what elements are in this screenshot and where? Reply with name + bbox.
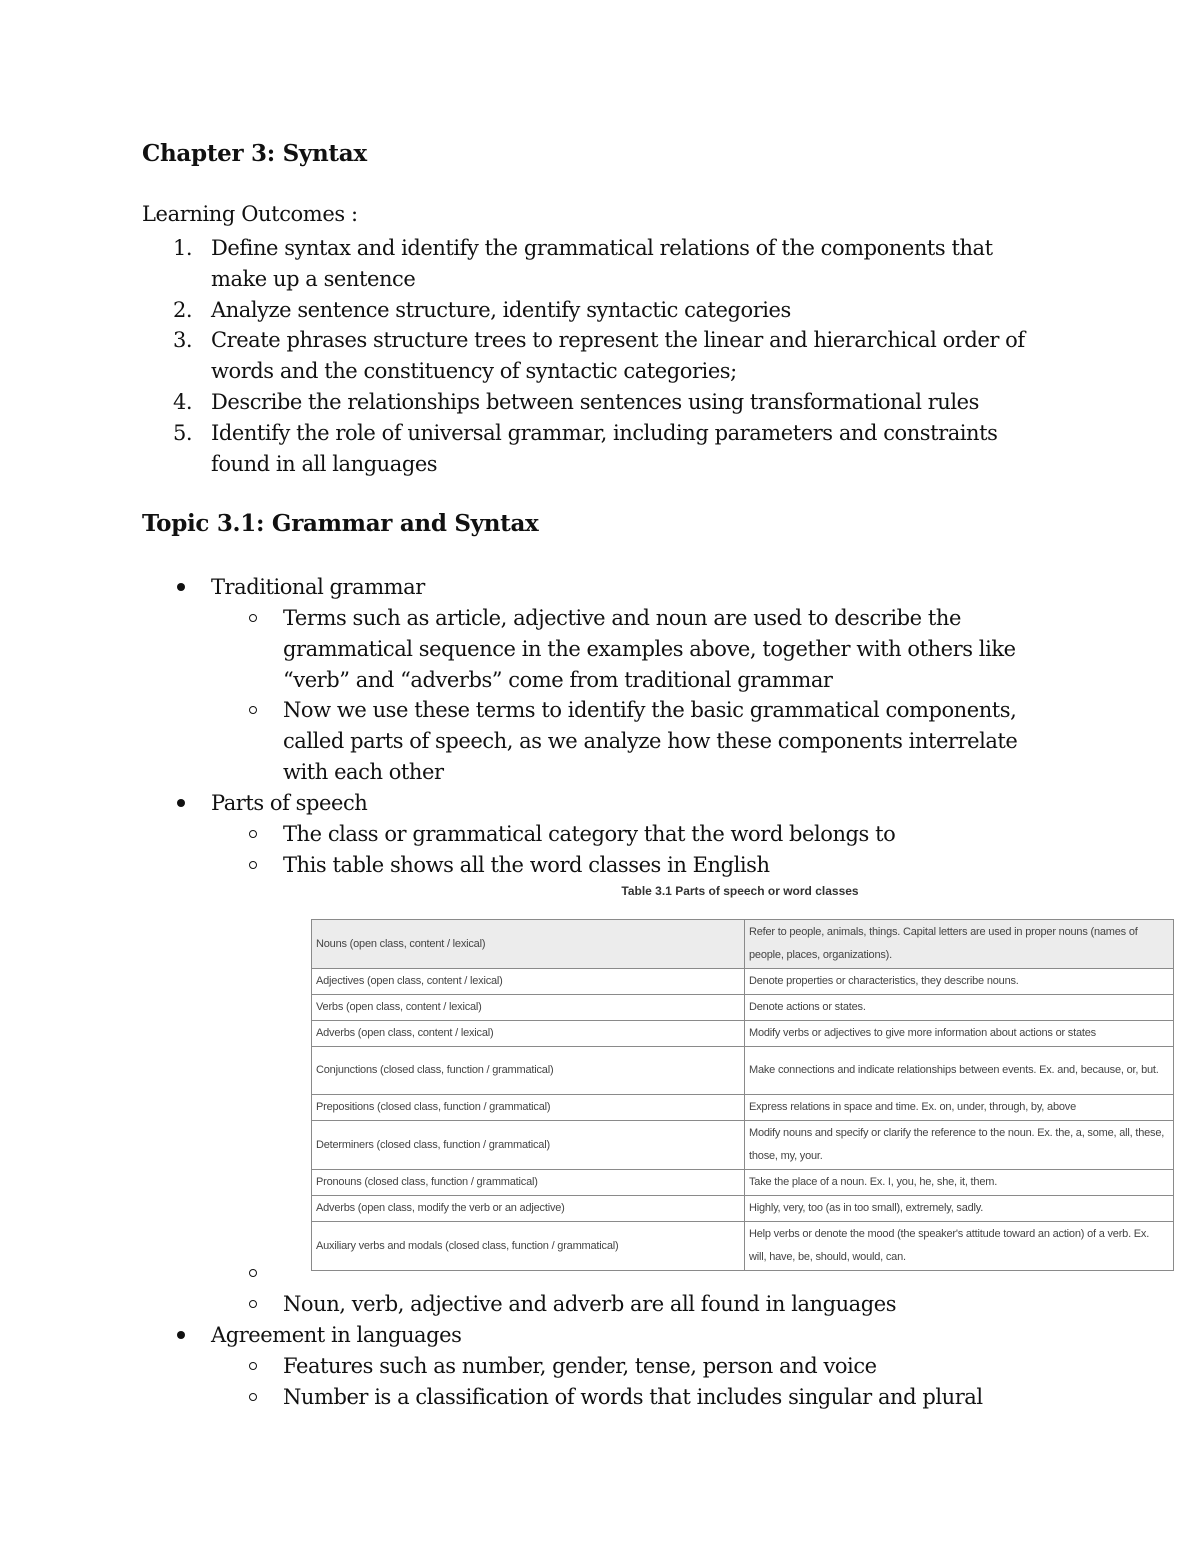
bullet-circle-icon: [249, 1393, 257, 1401]
item-number: 1.: [173, 236, 193, 260]
bullet-parts-of-speech: Parts of speech: [211, 791, 368, 815]
bullet-circle-icon: [249, 1269, 257, 1277]
learning-outcomes-title: Learning Outcomes :: [142, 202, 358, 226]
description-cell: Denote actions or states.: [745, 995, 1174, 1021]
bullet-circle-icon: [249, 706, 257, 714]
word-class-cell: Prepositions (closed class, function / grammatical): [312, 1095, 745, 1121]
table-row: [312, 1121, 1174, 1170]
bullet-circle-icon: [249, 861, 257, 869]
item-number: 5.: [173, 420, 193, 445]
word-classes-table: [311, 919, 1174, 1271]
bullet-agreement: Agreement in languages: [211, 1323, 462, 1347]
sub-bullet-universal-classes: Noun, verb, adjective and adverb are all found in languages: [283, 1292, 897, 1316]
topic-title: Topic 3.1: Grammar and Syntax: [142, 510, 539, 537]
bullet-dot-icon: [177, 799, 185, 807]
word-class-cell: Adverbs (open class, content / lexical): [312, 1021, 745, 1047]
learning-outcome-item: [142, 325, 1042, 387]
item-number: 4.: [173, 389, 193, 414]
item-text: Identify the role of universal grammar, including parameters and constraints found in all languages: [211, 420, 998, 476]
table-row: [312, 1095, 1174, 1121]
sub-bullet-features: Features such as number, gender, tense, person and voice: [283, 1354, 877, 1378]
table-row: [312, 969, 1174, 995]
bullet-circle-icon: [249, 830, 257, 838]
word-class-cell: Pronouns (closed class, function / grammatical): [312, 1170, 745, 1196]
bullet-dot-icon: [177, 583, 185, 591]
item-number: 3.: [173, 328, 193, 353]
word-class-cell: Adverbs (open class, modify the verb or an adjective): [312, 1196, 745, 1222]
item-text: Analyze sentence structure, identify syntactic categories: [211, 297, 791, 322]
bullet-circle-icon: [249, 614, 257, 622]
sub-bullet-parts-of-speech-use: Now we use these terms to identify the basic grammatical components, called parts of speech, as we analyze how these components interrelate with each other: [283, 698, 1018, 784]
sub-bullet-class-definition: The class or grammatical category that the word belongs to: [283, 822, 896, 846]
table-row: [312, 920, 1174, 969]
word-class-cell: Auxiliary verbs and modals (closed class, function / grammatical): [312, 1222, 745, 1271]
item-text: Define syntax and identify the grammatical relations of the components that make up a sentence: [211, 236, 993, 291]
sub-bullet-terms: Terms such as article, adjective and noun are used to describe the grammatical sequence in the examples above, together with others like “verb” and “adverbs” come from traditional grammar: [283, 606, 1016, 692]
description-cell: Refer to people, animals, things. Capital letters are used in proper nouns (names of people, places, organizations).: [745, 920, 1174, 969]
description-cell: Take the place of a noun. Ex. I, you, he, she, it, them.: [745, 1170, 1174, 1196]
learning-outcome-item: [142, 418, 1042, 480]
table-row: [312, 1196, 1174, 1222]
word-class-cell: Nouns (open class, content / lexical): [312, 920, 745, 969]
table-row: [312, 1047, 1174, 1095]
learning-outcome-item: [142, 233, 1042, 295]
item-text: Describe the relationships between sentences using transformational rules: [211, 389, 979, 414]
table-row: [312, 1170, 1174, 1196]
description-cell: Help verbs or denote the mood (the speaker's attitude toward an action) of a verb. Ex. will, have, be, should, would, can.: [745, 1222, 1174, 1271]
bullet-traditional-grammar: Traditional grammar: [211, 575, 425, 599]
word-class-cell: Determiners (closed class, function / grammatical): [312, 1121, 745, 1170]
learning-outcomes-list: [142, 233, 1042, 479]
sub-bullet-number: Number is a classification of words that includes singular and plural: [283, 1385, 983, 1409]
description-cell: Express relations in space and time. Ex. on, under, through, by, above: [745, 1095, 1174, 1121]
description-cell: Modify nouns and specify or clarify the reference to the noun. Ex. the, a, some, all, these, those, my, your.: [745, 1121, 1174, 1170]
sub-bullet-table-intro: This table shows all the word classes in English: [283, 853, 770, 877]
description-cell: Make connections and indicate relationships between events. Ex. and, because, or, but.: [745, 1047, 1174, 1095]
item-number: 2.: [173, 297, 193, 322]
table-row: [312, 1021, 1174, 1047]
description-cell: Highly, very, too (as in too small), extremely, sadly.: [745, 1196, 1174, 1222]
bullet-dot-icon: [177, 1331, 185, 1339]
description-cell: Denote properties or characteristics, they describe nouns.: [745, 969, 1174, 995]
learning-outcome-item: [142, 387, 1042, 418]
word-class-cell: Conjunctions (closed class, function / grammatical): [312, 1047, 745, 1095]
bullet-circle-icon: [249, 1362, 257, 1370]
word-class-cell: Verbs (open class, content / lexical): [312, 995, 745, 1021]
word-class-cell: Adjectives (open class, content / lexical): [312, 969, 745, 995]
item-text: Create phrases structure trees to represent the linear and hierarchical order of words and the constituency of syntactic categories;: [211, 328, 1025, 384]
description-cell: Modify verbs or adjectives to give more information about actions or states: [745, 1021, 1174, 1047]
table-caption: Table 3.1 Parts of speech or word classes: [621, 884, 859, 898]
learning-outcome-item: [142, 295, 1042, 326]
table-row: [312, 995, 1174, 1021]
bullet-circle-icon: [249, 1300, 257, 1308]
chapter-title: Chapter 3: Syntax: [142, 140, 367, 167]
table-row: [312, 1222, 1174, 1271]
